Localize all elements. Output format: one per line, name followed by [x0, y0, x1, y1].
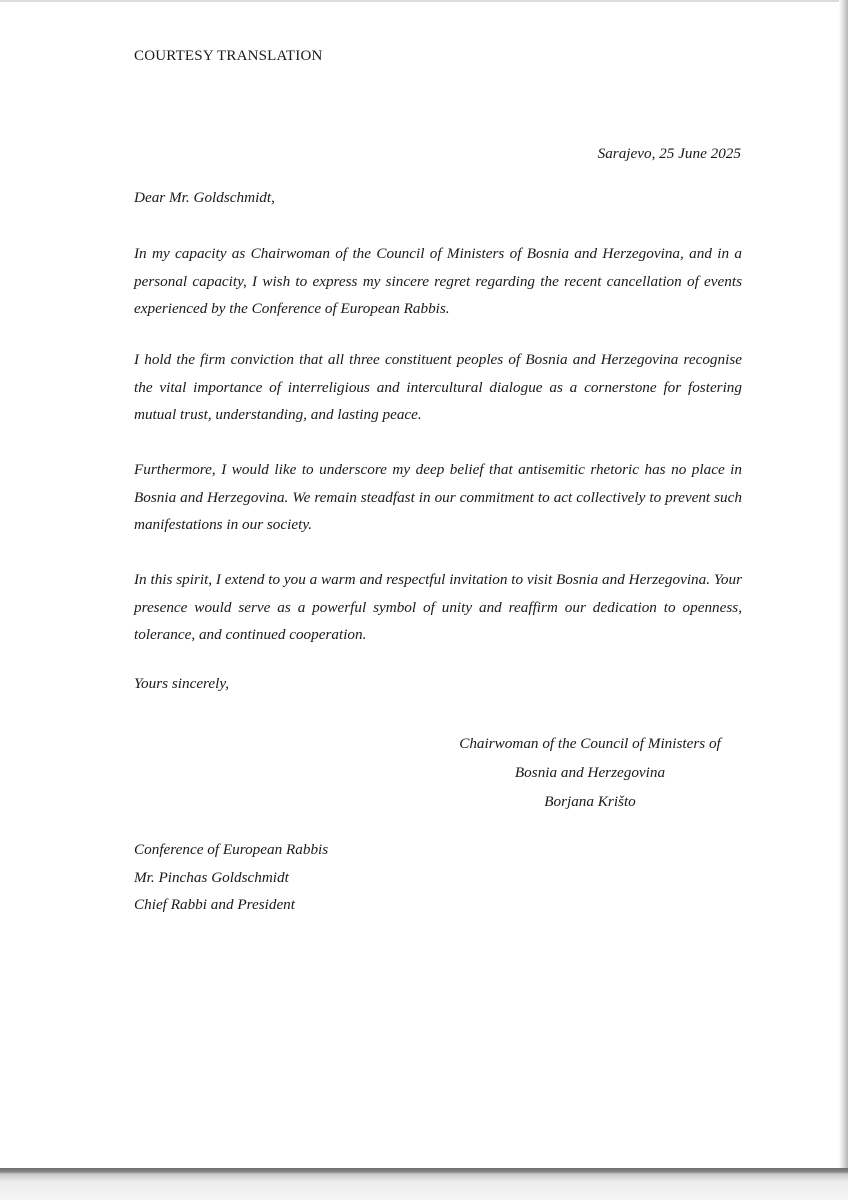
letter-paragraph: In my capacity as Chairwoman of the Council of Ministers of Bosnia and Herzegovina, and in a personal capacity, I wish to express my sincere regret regarding the recent cancellation of events experienced by the Conference of European Rabbis.: [134, 245, 742, 317]
letter-date: Sarajevo, 25 June 2025: [597, 145, 741, 162]
scan-edge-top: [0, 0, 848, 2]
scan-edge-bottom: [0, 1168, 848, 1200]
letter-paragraph: Furthermore, I would like to underscore my deep belief that antisemitic rhetoric has no place in Bosnia and Herzegovina. We remain steadfast in our commitment to act collectively to prevent such manifestations in our society.: [134, 461, 742, 533]
recipient-name: Mr. Pinchas Goldschmidt: [134, 868, 289, 886]
signatory-title-line-2: Bosnia and Herzegovina: [514, 764, 666, 781]
letter-paragraph: In this spirit, I extend to you a warm and respectful invitation to visit Bosnia and Herzegovina. Your presence would serve as a powerful symbol of unity and reaffirm our dedication to openness, tolerance, and continued cooperation.: [134, 571, 742, 643]
recipient-organization: Conference of European Rabbis: [134, 841, 329, 858]
letter-closing: Yours sincerely,: [134, 675, 230, 692]
signature-block: [420, 729, 760, 816]
recipient-title: Chief Rabbi and President: [134, 896, 295, 913]
signatory-title-line-1: Chairwoman of the Council of Ministers of: [459, 735, 721, 752]
signatory-name: Borjana Krišto: [544, 793, 636, 810]
document-header-label: COURTESY TRANSLATION: [134, 48, 323, 64]
scan-edge-right: [839, 0, 848, 1200]
recipient-block: [134, 836, 328, 919]
letter-salutation: Dear Mr. Goldschmidt,: [134, 189, 275, 206]
letter-paragraph: I hold the firm conviction that all three constituent peoples of Bosnia and Herzegovina recognise the vital importance of interreligious and intercultural dialogue as a cornerstone for fostering mutual trust, understanding, and lasting peace.: [134, 351, 742, 423]
